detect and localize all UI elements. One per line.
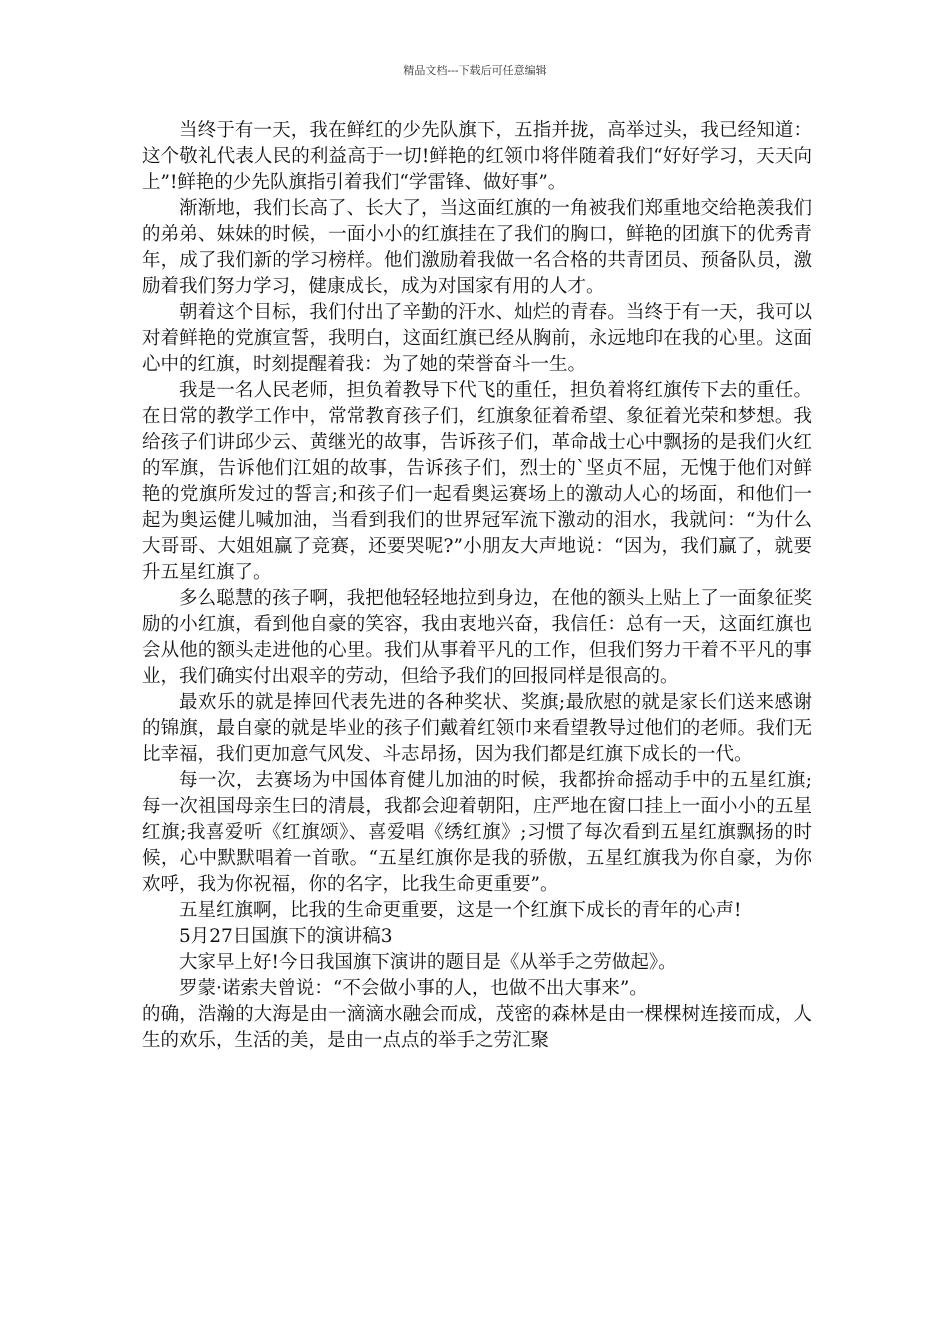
paragraph: 朝着这个目标，我们付出了辛勤的汗水、灿烂的青春。当终于有一天，我可以对着鲜艳的党旗宣誓，我明白，这面红旗已经从胸前，永远地印在我的心里。这面心中的红旗，时刻提醒着我：为了她的荣誉奋斗一生。 <box>142 302 812 375</box>
header-note: 精品文档---下载后可任意编辑 <box>403 64 547 77</box>
paragraph: 渐渐地，我们长高了、长大了，当这面红旗的一角被我们郑重地交给艳羡我们的弟弟、妹妹的时候，一面小小的红旗挂在了我们的胸口，鲜艳的团旗下的优秀青年，成了我们新的学习榜样。他们激励着我做一名合格的共青团员、预备队员，激励着我们努力学习，健康成长，成为对国家有用的人才。 <box>142 198 812 297</box>
paragraph: 罗蒙·诺索夫曾说：“不会做小事的人，也做不出大事来”。 <box>179 978 648 999</box>
paragraph: 的确，浩瀚的大海是由一滴滴水融会而成，茂密的森林是由一棵棵树连接而成，人生的欢乐，生活的美，是由一点点的举手之劳汇聚 <box>142 1004 812 1051</box>
paragraph: 大家早上好!今日我国旗下演讲的题目是《从举手之劳做起》。 <box>179 952 677 973</box>
paragraph: 五星红旗啊，比我的生命更重要，这是一个红旗下成长的青年的心声! <box>179 900 742 921</box>
paragraph: 我是一名人民老师，担负着教导下代飞的重任，担负着将红旗传下去的重任。在日常的教学工作中，常常教育孩子们，红旗象征着希望、象征着光荣和梦想。我给孩子们讲邱少云、黄继光的故事，告诉孩子们，革命战士心中飘扬的是我们火红的军旗，告诉他们江姐的故事，告诉孩子们，烈士的`坚贞不屈，无愧于他们对鲜艳的党旗所发过的誓言;和孩子们一起看奥运赛场上的激动人心的场面，和他们一起为奥运健儿喊加油，当看到我们的世界冠军流下激动的泪水，我就问：“为什么大哥哥、大姐姐赢了竞赛，还要哭呢?”小朋友大声地说：“因为，我们赢了，就要升五星红旗了。 <box>142 380 812 583</box>
paragraph: 每一次，去赛场为中国体育健儿加油的时候，我都拚命摇动手中的五星红旗;每一次祖国母亲生曰的清晨，我都会迎着朝阳，庄严地在窗口挂上一面小小的五星红旗;我喜爱听《红旗颂》、喜爱唱《绣红旗》;习惯了每次看到五星红旗飘扬的时候，心中默默唱着一首歌。“五星红旗你是我的骄傲，五星红旗我为你自豪，为你欢呼，我为你祝福，你的名字，比我生命更重要”。 <box>142 770 812 895</box>
paragraph: 当终于有一天，我在鲜红的少先队旗下，五指并拢，高举过头，我已经知道：这个敬礼代表人民的利益高于一切!鲜艳的红领巾将伴随着我们“好好学习，天天向上”!鲜艳的少先队旗指引着我们“学雷锋、做好事”。 <box>142 120 812 193</box>
body-text <box>142 118 812 1054</box>
paragraph: 多么聪慧的孩子啊，我把他轻轻地拉到身边，在他的额头上贴上了一面象征奖励的小红旗，看到他自豪的笑容，我由衷地兴奋，我信任：总有一天，这面红旗也会从他的额头走进他的心里。我们从事着平凡的工作，但我们努力干着不平凡的事业，我们确实付出艰辛的劳动，但给予我们的回报同样是很高的。 <box>142 588 812 687</box>
section-title: 5月27日国旗下的演讲稿3 <box>179 926 393 947</box>
paragraph: 最欢乐的就是捧回代表先进的各种奖状、奖旗;最欣慰的就是家长们送来感谢的锦旗，最自豪的就是毕业的孩子们戴着红领巾来看望教导过他们的老师。我们无比幸福，我们更加意气风发、斗志昂扬，因为我们都是红旗下成长的一代。 <box>142 692 812 765</box>
